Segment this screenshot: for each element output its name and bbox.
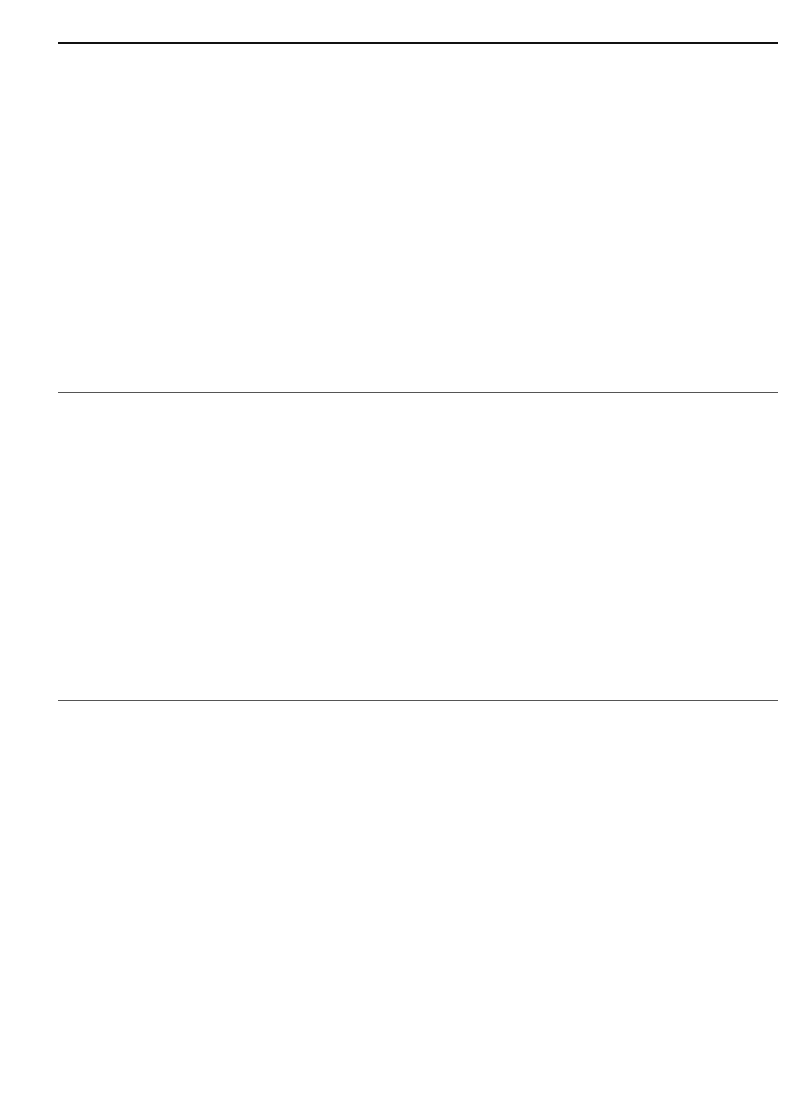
page-header <box>58 14 778 40</box>
header-divider <box>58 42 778 44</box>
report-section <box>56 708 778 1093</box>
section-divider <box>58 700 778 701</box>
sermon-top-section <box>56 58 778 388</box>
section-divider <box>58 392 778 393</box>
sermon-bottom-section <box>56 402 778 694</box>
